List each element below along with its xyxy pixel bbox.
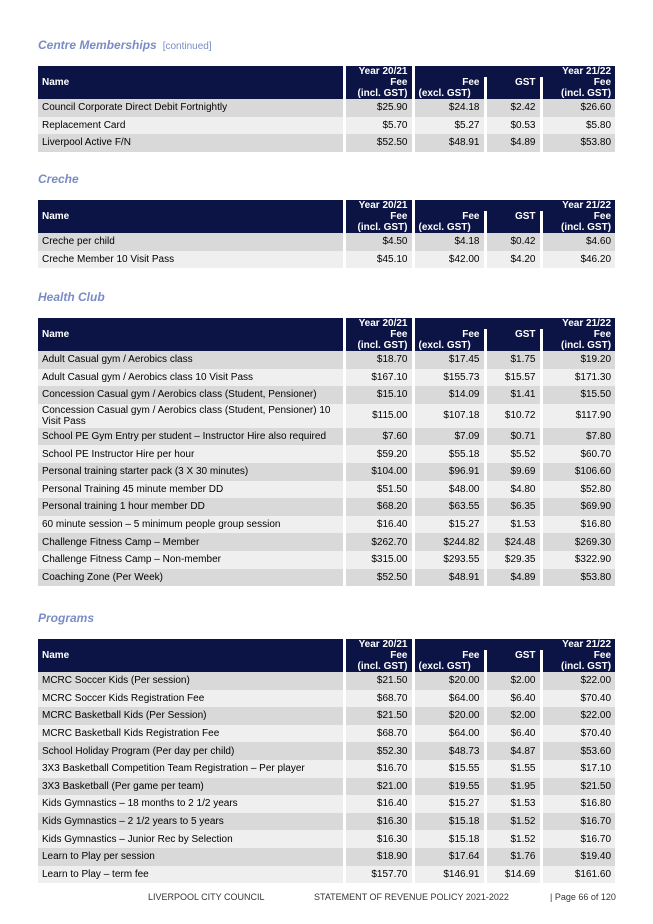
fee-item-name: Adult Casual gym / Aerobics class 10 Visit Pass bbox=[38, 369, 344, 387]
fee-table bbox=[38, 318, 615, 586]
fee-excl-2122: $48.00 bbox=[413, 481, 485, 499]
fee-incl-2122: $117.90 bbox=[541, 404, 615, 428]
fee-item-name: Kids Gymnastics – 2 1/2 years to 5 years bbox=[38, 813, 344, 831]
fee-item-name: Challenge Fitness Camp – Non-member bbox=[38, 551, 344, 569]
fee-item-name: Personal training 1 hour member DD bbox=[38, 498, 344, 516]
fee-incl-2021: $18.90 bbox=[344, 848, 413, 866]
gst-2122: $6.40 bbox=[485, 725, 541, 743]
header-year-b: Year 21/22 bbox=[413, 318, 615, 329]
fee-incl-2122: $106.60 bbox=[541, 463, 615, 481]
section-health-club bbox=[38, 290, 615, 586]
header-gst: GST bbox=[485, 650, 541, 672]
fee-incl-2021: $167.10 bbox=[344, 369, 413, 387]
fee-table bbox=[38, 66, 615, 152]
gst-2122: $29.35 bbox=[485, 551, 541, 569]
fee-incl-2021: $21.50 bbox=[344, 707, 413, 725]
gst-2122: $14.69 bbox=[485, 866, 541, 884]
fee-excl-2122: $20.00 bbox=[413, 672, 485, 690]
fee-incl-2122: $19.40 bbox=[541, 848, 615, 866]
fee-incl-2122: $70.40 bbox=[541, 725, 615, 743]
fee-incl-2021: $52.50 bbox=[344, 569, 413, 587]
fee-excl-2122: $20.00 bbox=[413, 707, 485, 725]
fee-item-name: Adult Casual gym / Aerobics class bbox=[38, 351, 344, 369]
fee-incl-2021: $5.70 bbox=[344, 117, 413, 135]
header-incl-gst-a: (incl. GST) bbox=[344, 340, 413, 351]
fee-incl-2021: $16.40 bbox=[344, 795, 413, 813]
gst-2122: $1.76 bbox=[485, 848, 541, 866]
table-row bbox=[38, 134, 615, 152]
fee-incl-2122: $161.60 bbox=[541, 866, 615, 884]
gst-2122: $6.35 bbox=[485, 498, 541, 516]
fee-incl-2021: $115.00 bbox=[344, 404, 413, 428]
fee-incl-2021: $4.50 bbox=[344, 233, 413, 251]
gst-2122: $6.40 bbox=[485, 690, 541, 708]
gst-2122: $15.57 bbox=[485, 369, 541, 387]
fee-excl-2122: $15.27 bbox=[413, 516, 485, 534]
section-title-suffix: [continued] bbox=[162, 41, 212, 52]
gst-2122: $1.95 bbox=[485, 778, 541, 796]
header-fee-incl-a: Fee bbox=[344, 211, 413, 222]
fee-incl-2122: $16.80 bbox=[541, 795, 615, 813]
table-row bbox=[38, 498, 615, 516]
fee-incl-2122: $53.80 bbox=[541, 569, 615, 587]
section-creche bbox=[38, 172, 615, 268]
header-year-a: Year 20/21 bbox=[344, 639, 413, 650]
title-spacer bbox=[38, 187, 615, 200]
fee-excl-2122: $4.18 bbox=[413, 233, 485, 251]
title-spacer bbox=[38, 305, 615, 318]
fee-item-name: Concession Casual gym / Aerobics class (Student, Pensioner) 10 Visit Pass bbox=[38, 404, 344, 428]
fee-incl-2122: $171.30 bbox=[541, 369, 615, 387]
fee-incl-2122: $15.50 bbox=[541, 386, 615, 404]
header-gst: GST bbox=[485, 329, 541, 351]
header-incl-gst-b: (incl. GST) bbox=[541, 222, 615, 233]
fee-incl-2122: $26.60 bbox=[541, 99, 615, 117]
table-row bbox=[38, 813, 615, 831]
fee-excl-2122: $5.27 bbox=[413, 117, 485, 135]
fee-item-name: Challenge Fitness Camp – Member bbox=[38, 533, 344, 551]
header-incl-gst-a: (incl. GST) bbox=[344, 661, 413, 672]
table-row bbox=[38, 481, 615, 499]
header-year-b: Year 21/22 bbox=[413, 639, 615, 650]
fee-incl-2122: $17.10 bbox=[541, 760, 615, 778]
header-incl-gst-b: (incl. GST) bbox=[541, 340, 615, 351]
header-fee-incl-b: Fee bbox=[541, 329, 615, 340]
header-incl-gst-a: (incl. GST) bbox=[344, 88, 413, 99]
header-fee-incl-b: Fee bbox=[541, 211, 615, 222]
fee-item-name: Concession Casual gym / Aerobics class (Student, Pensioner) bbox=[38, 386, 344, 404]
section-title-text: Centre Memberships bbox=[38, 38, 157, 52]
header-fee-excl: Fee bbox=[413, 77, 485, 88]
header-incl-gst-a: (incl. GST) bbox=[344, 222, 413, 233]
fee-incl-2122: $46.20 bbox=[541, 251, 615, 269]
gst-2122: $5.52 bbox=[485, 445, 541, 463]
fee-item-name: 3X3 Basketball Competition Team Registration – Per player bbox=[38, 760, 344, 778]
fee-excl-2122: $63.55 bbox=[413, 498, 485, 516]
header-fee-excl: Fee bbox=[413, 329, 485, 340]
table-row bbox=[38, 99, 615, 117]
fee-incl-2122: $52.80 bbox=[541, 481, 615, 499]
header-year-a: Year 20/21 bbox=[344, 200, 413, 211]
fee-incl-2122: $53.60 bbox=[541, 742, 615, 760]
fee-incl-2021: $15.10 bbox=[344, 386, 413, 404]
fee-excl-2122: $55.18 bbox=[413, 445, 485, 463]
title-spacer bbox=[38, 53, 615, 66]
fee-incl-2021: $21.00 bbox=[344, 778, 413, 796]
gst-2122: $24.48 bbox=[485, 533, 541, 551]
table-row bbox=[38, 551, 615, 569]
fee-excl-2122: $64.00 bbox=[413, 690, 485, 708]
gst-2122: $1.52 bbox=[485, 830, 541, 848]
header-fee-incl-a: Fee bbox=[344, 77, 413, 88]
gst-2122: $4.87 bbox=[485, 742, 541, 760]
table-row bbox=[38, 760, 615, 778]
header-name: Name bbox=[38, 318, 344, 351]
gst-2122: $1.55 bbox=[485, 760, 541, 778]
gst-2122: $10.72 bbox=[485, 404, 541, 428]
header-excl-gst: (excl. GST) bbox=[413, 340, 485, 351]
header-name: Name bbox=[38, 639, 344, 672]
fee-item-name: Learn to Play – term fee bbox=[38, 866, 344, 884]
footer-page: | Page 66 of 120 bbox=[550, 892, 616, 902]
gst-2122: $4.89 bbox=[485, 134, 541, 152]
table-row bbox=[38, 725, 615, 743]
header-excl-gst: (excl. GST) bbox=[413, 88, 485, 99]
fee-excl-2122: $48.91 bbox=[413, 569, 485, 587]
footer-org: LIVERPOOL CITY COUNCIL bbox=[148, 892, 265, 902]
fee-incl-2122: $4.60 bbox=[541, 233, 615, 251]
header-row-years bbox=[38, 639, 615, 650]
fee-excl-2122: $15.18 bbox=[413, 813, 485, 831]
fee-incl-2021: $315.00 bbox=[344, 551, 413, 569]
fee-incl-2021: $104.00 bbox=[344, 463, 413, 481]
header-fee-incl-a: Fee bbox=[344, 650, 413, 661]
fee-excl-2122: $7.09 bbox=[413, 428, 485, 446]
header-excl-gst: (excl. GST) bbox=[413, 222, 485, 233]
header-incl-gst-b: (incl. GST) bbox=[541, 88, 615, 99]
fee-incl-2122: $70.40 bbox=[541, 690, 615, 708]
gst-2122: $0.53 bbox=[485, 117, 541, 135]
gst-2122: $1.53 bbox=[485, 516, 541, 534]
fee-excl-2122: $96.91 bbox=[413, 463, 485, 481]
fee-incl-2122: $16.70 bbox=[541, 830, 615, 848]
fee-excl-2122: $293.55 bbox=[413, 551, 485, 569]
fee-excl-2122: $15.27 bbox=[413, 795, 485, 813]
table-row bbox=[38, 117, 615, 135]
header-year-a: Year 20/21 bbox=[344, 66, 413, 77]
fee-incl-2122: $22.00 bbox=[541, 672, 615, 690]
footer-doc: STATEMENT OF REVENUE POLICY 2021-2022 bbox=[314, 892, 509, 902]
gst-2122: $4.20 bbox=[485, 251, 541, 269]
header-excl-gst: (excl. GST) bbox=[413, 661, 485, 672]
section-title-text: Health Club bbox=[38, 290, 105, 304]
section-title-text: Creche bbox=[38, 172, 79, 186]
fee-incl-2122: $16.70 bbox=[541, 813, 615, 831]
fee-excl-2122: $14.09 bbox=[413, 386, 485, 404]
fee-excl-2122: $48.91 bbox=[413, 134, 485, 152]
header-name: Name bbox=[38, 66, 344, 99]
fee-item-name: Coaching Zone (Per Week) bbox=[38, 569, 344, 587]
fee-incl-2021: $16.40 bbox=[344, 516, 413, 534]
section-centre-memberships bbox=[38, 38, 615, 152]
table-row bbox=[38, 351, 615, 369]
gst-2122: $0.42 bbox=[485, 233, 541, 251]
fee-excl-2122: $24.18 bbox=[413, 99, 485, 117]
gst-2122: $9.69 bbox=[485, 463, 541, 481]
fee-incl-2021: $16.70 bbox=[344, 760, 413, 778]
table-row bbox=[38, 742, 615, 760]
fee-incl-2122: $69.90 bbox=[541, 498, 615, 516]
fee-table bbox=[38, 639, 615, 883]
fee-incl-2021: $68.70 bbox=[344, 725, 413, 743]
fee-incl-2021: $52.50 bbox=[344, 134, 413, 152]
fee-excl-2122: $155.73 bbox=[413, 369, 485, 387]
header-gst: GST bbox=[485, 211, 541, 233]
section-title bbox=[38, 290, 615, 305]
fee-incl-2122: $53.80 bbox=[541, 134, 615, 152]
table-row bbox=[38, 233, 615, 251]
fee-excl-2122: $107.18 bbox=[413, 404, 485, 428]
fee-item-name: Personal training starter pack (3 X 30 minutes) bbox=[38, 463, 344, 481]
table-row bbox=[38, 463, 615, 481]
fee-incl-2122: $269.30 bbox=[541, 533, 615, 551]
table-row bbox=[38, 866, 615, 884]
fee-incl-2021: $21.50 bbox=[344, 672, 413, 690]
fee-item-name: Kids Gymnastics – 18 months to 2 1/2 years bbox=[38, 795, 344, 813]
fee-table bbox=[38, 200, 615, 268]
fee-incl-2021: $68.70 bbox=[344, 690, 413, 708]
table-row bbox=[38, 690, 615, 708]
fee-item-name: Creche per child bbox=[38, 233, 344, 251]
fee-incl-2021: $45.10 bbox=[344, 251, 413, 269]
fee-item-name: Kids Gymnastics – Junior Rec by Selection bbox=[38, 830, 344, 848]
table-row bbox=[38, 428, 615, 446]
fee-excl-2122: $19.55 bbox=[413, 778, 485, 796]
table-row bbox=[38, 533, 615, 551]
fee-item-name: Replacement Card bbox=[38, 117, 344, 135]
header-row-years bbox=[38, 200, 615, 211]
fee-incl-2122: $19.20 bbox=[541, 351, 615, 369]
gst-2122: $1.53 bbox=[485, 795, 541, 813]
fee-excl-2122: $48.73 bbox=[413, 742, 485, 760]
gst-2122: $2.42 bbox=[485, 99, 541, 117]
fee-incl-2021: $16.30 bbox=[344, 813, 413, 831]
fee-incl-2021: $25.90 bbox=[344, 99, 413, 117]
gst-2122: $1.41 bbox=[485, 386, 541, 404]
fee-excl-2122: $42.00 bbox=[413, 251, 485, 269]
gst-2122: $2.00 bbox=[485, 707, 541, 725]
section-programs bbox=[38, 611, 615, 883]
fee-item-name: Learn to Play per session bbox=[38, 848, 344, 866]
fee-excl-2122: $17.45 bbox=[413, 351, 485, 369]
fee-item-name: School PE Instructor Hire per hour bbox=[38, 445, 344, 463]
fee-item-name: Council Corporate Direct Debit Fortnightly bbox=[38, 99, 344, 117]
table-row bbox=[38, 251, 615, 269]
table-row bbox=[38, 445, 615, 463]
fee-item-name: Personal Training 45 minute member DD bbox=[38, 481, 344, 499]
table-row bbox=[38, 404, 615, 428]
fee-incl-2122: $60.70 bbox=[541, 445, 615, 463]
fee-incl-2021: $16.30 bbox=[344, 830, 413, 848]
table-row bbox=[38, 369, 615, 387]
fee-incl-2122: $5.80 bbox=[541, 117, 615, 135]
fee-incl-2021: $262.70 bbox=[344, 533, 413, 551]
header-fee-excl: Fee bbox=[413, 650, 485, 661]
gst-2122: $2.00 bbox=[485, 672, 541, 690]
header-year-b: Year 21/22 bbox=[413, 66, 615, 77]
fee-excl-2122: $17.64 bbox=[413, 848, 485, 866]
fee-incl-2122: $322.90 bbox=[541, 551, 615, 569]
fee-item-name: MCRC Soccer Kids (Per session) bbox=[38, 672, 344, 690]
fee-incl-2021: $52.30 bbox=[344, 742, 413, 760]
gst-2122: $1.52 bbox=[485, 813, 541, 831]
fee-item-name: MCRC Soccer Kids Registration Fee bbox=[38, 690, 344, 708]
table-row bbox=[38, 778, 615, 796]
table-row bbox=[38, 386, 615, 404]
fee-item-name: School Holiday Program (Per day per child) bbox=[38, 742, 344, 760]
gst-2122: $4.80 bbox=[485, 481, 541, 499]
header-gst: GST bbox=[485, 77, 541, 99]
fee-item-name: Creche Member 10 Visit Pass bbox=[38, 251, 344, 269]
fee-incl-2021: $18.70 bbox=[344, 351, 413, 369]
fee-incl-2122: $16.80 bbox=[541, 516, 615, 534]
fee-incl-2122: $21.50 bbox=[541, 778, 615, 796]
fee-incl-2021: $68.20 bbox=[344, 498, 413, 516]
fee-incl-2021: $157.70 bbox=[344, 866, 413, 884]
fee-item-name: MCRC Basketball Kids Registration Fee bbox=[38, 725, 344, 743]
header-year-b: Year 21/22 bbox=[413, 200, 615, 211]
header-fee-excl: Fee bbox=[413, 211, 485, 222]
header-name: Name bbox=[38, 200, 344, 233]
section-title bbox=[38, 611, 615, 626]
header-incl-gst-b: (incl. GST) bbox=[541, 661, 615, 672]
fee-incl-2021: $7.60 bbox=[344, 428, 413, 446]
title-spacer bbox=[38, 626, 615, 639]
fee-excl-2122: $146.91 bbox=[413, 866, 485, 884]
fee-incl-2122: $7.80 bbox=[541, 428, 615, 446]
fee-item-name: 3X3 Basketball (Per game per team) bbox=[38, 778, 344, 796]
gst-2122: $1.75 bbox=[485, 351, 541, 369]
fee-item-name: 60 minute session – 5 minimum people group session bbox=[38, 516, 344, 534]
table-row bbox=[38, 516, 615, 534]
fee-excl-2122: $15.18 bbox=[413, 830, 485, 848]
fee-item-name: School PE Gym Entry per student – Instructor Hire also required bbox=[38, 428, 344, 446]
fee-incl-2021: $51.50 bbox=[344, 481, 413, 499]
header-fee-incl-a: Fee bbox=[344, 329, 413, 340]
section-title bbox=[38, 172, 615, 187]
fee-item-name: MCRC Basketball Kids (Per Session) bbox=[38, 707, 344, 725]
table-row bbox=[38, 707, 615, 725]
header-row-years bbox=[38, 66, 615, 77]
section-title-text: Programs bbox=[38, 611, 95, 625]
gst-2122: $0.71 bbox=[485, 428, 541, 446]
table-row bbox=[38, 830, 615, 848]
fee-excl-2122: $244.82 bbox=[413, 533, 485, 551]
table-row bbox=[38, 848, 615, 866]
header-fee-incl-b: Fee bbox=[541, 650, 615, 661]
gst-2122: $4.89 bbox=[485, 569, 541, 587]
table-row bbox=[38, 569, 615, 587]
header-year-a: Year 20/21 bbox=[344, 318, 413, 329]
fee-incl-2122: $22.00 bbox=[541, 707, 615, 725]
section-title bbox=[38, 38, 615, 53]
table-row bbox=[38, 672, 615, 690]
fee-excl-2122: $64.00 bbox=[413, 725, 485, 743]
fee-item-name: Liverpool Active F/N bbox=[38, 134, 344, 152]
fee-excl-2122: $15.55 bbox=[413, 760, 485, 778]
header-row-years bbox=[38, 318, 615, 329]
header-fee-incl-b: Fee bbox=[541, 77, 615, 88]
table-row bbox=[38, 795, 615, 813]
fee-incl-2021: $59.20 bbox=[344, 445, 413, 463]
